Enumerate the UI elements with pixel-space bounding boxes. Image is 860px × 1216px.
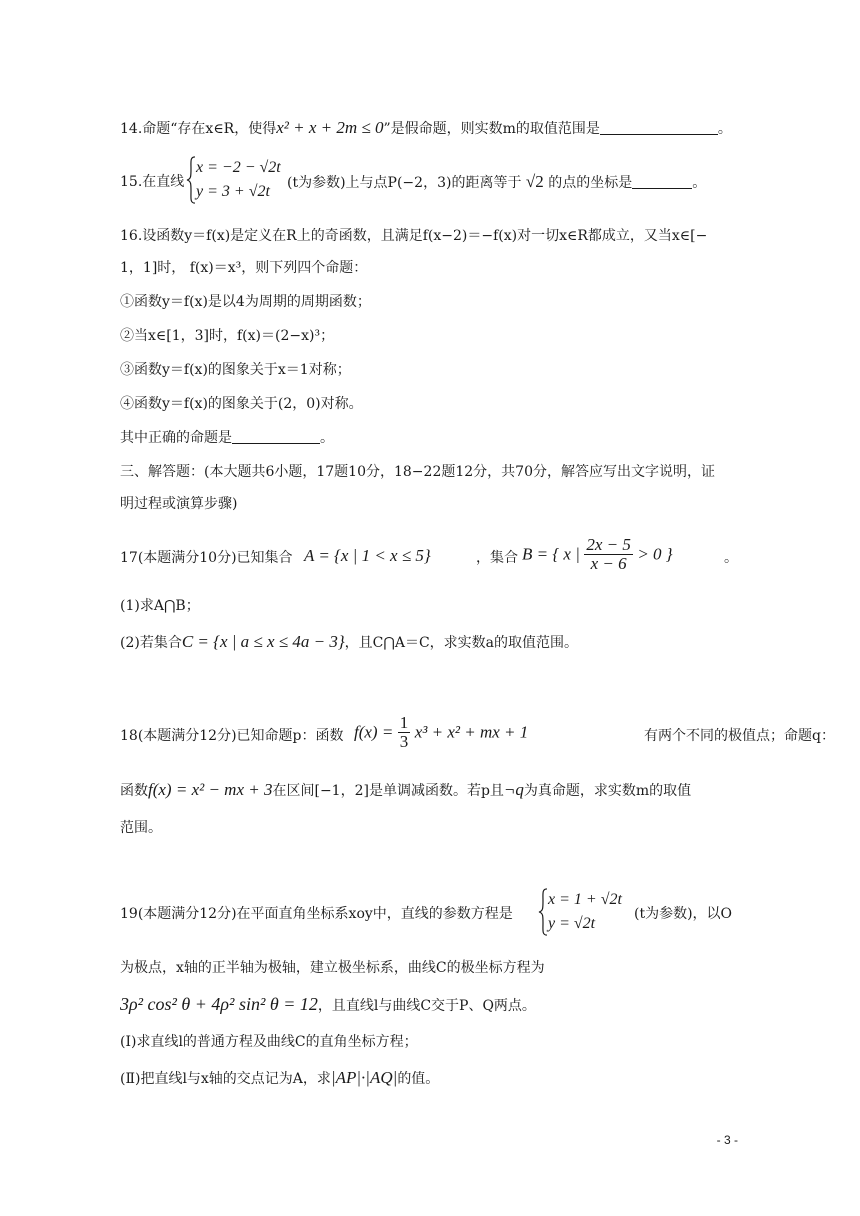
q16-answer: 其中正确的命题是 。 [120,430,334,446]
q15-rest: (t为参数)上与点P(−2，3)的距离等于 √2 的点的坐标是 。 [287,172,707,191]
q17-set-b: B = { x | $\frac{2x - 5}{x - 6}$ > 0 } [522,535,673,573]
question-14: 14.命题“存在x∈R，使得x² + x + 2m ≤ 0”是假命题，则实数m的取值范围是 。 [120,118,732,137]
q16-item-3: ③函数y＝f(x)的图象关于x＝1对称； [120,362,351,378]
brace-icon [186,156,196,204]
q15-prefix: 15.在直线 [120,174,185,190]
q19-equation-system [538,888,622,936]
page-number: - 3 - [716,1133,738,1147]
q16-item-1: ①函数y＝f(x)是以4为周期的周期函数； [120,294,371,310]
q19-polar-equation: 3ρ² cos² θ + 4ρ² sin² θ = 12 [120,994,318,1014]
q18-line-2: 函数f(x) = x² − mx + 3在区间[−1，2]是单调减函数。若p且¬q为真命题，求实数m的取值 [120,780,692,799]
q15-answer-blank[interactable] [632,174,692,189]
q19-line-3: 3ρ² cos² θ + 4ρ² sin² θ = 12，且直线l与曲线C交于P、Q两点。 [120,994,536,1014]
q14-formula: x² + x + 2m ≤ 0 [276,118,384,137]
q18-not-q: ¬q [503,780,524,799]
question-16-line-1: 16.设函数y＝f(x)是定义在R上的奇函数，且满足f(x−2)＝−f(x)对一切x∈R都成立，又当x∈[− [120,228,708,244]
q15-equation-system [186,156,281,204]
q17-part-2: (2)若集合C = {x | a ≤ x ≤ 4a − 3}，且C⋂A＝C，求实数a的取值范围。 [120,632,579,651]
brace-icon [538,888,548,936]
q19-eq-x: x = 1 + √2t [548,891,622,908]
q17-fraction: $\frac{2x - 5}{x - 6}$ [586,535,631,573]
question-16-line-2: 1，1]时， f(x)＝x³，则下列四个命题： [120,260,368,276]
q16-item-2: ②当x∈[1，3]时，f(x)＝(2−x)³； [120,328,335,344]
q15-sqrt2: √2 [525,172,544,191]
q19-product: |AP|·|AQ| [330,1068,398,1087]
q19-line-2: 为极点，x轴的正半轴为极轴，建立极坐标系，曲线C的极坐标方程为 [120,960,545,976]
q19-part-2: (Ⅱ)把直线l与x轴的交点记为A，求|AP|·|AQ|的值。 [120,1068,440,1087]
q15-eq-x: x = −2 − √2t [196,159,281,176]
q17-set-a: A = {x | 1 < x ≤ 5} [304,546,431,565]
q16-item-4: ④函数y＝f(x)的图象关于(2，0)对称。 [120,396,363,412]
q16-answer-blank[interactable] [232,429,320,444]
q17-set-c: C = {x | a ≤ x ≤ 4a − 3} [181,632,345,651]
section-3-heading: 三、解答题：(本大题共6小题，17题10分，18−22题12分，共70分，解答应写出文字说明，证 [120,464,715,480]
q18-line-3: 范围。 [120,820,162,836]
q17-part-1: (1)求A⋂B； [120,598,200,614]
q14-prefix: 14.命题“存在x∈R，使得 [120,121,277,137]
q19-part-1: (Ⅰ)求直线l的普通方程及曲线C的直角坐标方程； [120,1034,418,1050]
q18-function-f1: f(x) = $\frac{1}{3}$ x³ + x² + mx + 1 [354,713,529,751]
q18-function-f2: f(x) = x² − mx + 3 [148,780,273,799]
section-3-heading-cont: 明过程或演算步骤) [120,496,238,512]
q15-eq-y: y = 3 + √2t [196,183,270,200]
exam-page: 14.命题“存在x∈R，使得x² + x + 2m ≤ 0”是假命题，则实数m的取值范围是 。 15.在直线 x = −2 − √2t y = 3 + √2t (t为参数)上与点P(−2，3)的距离等于 √2 的点的坐标是 。 16.设函数y＝f(x)是定义在R上的奇函数，且满足f(x−2)＝−f(x)对一切x∈R都成立，又当x∈[− 1，1]时， f(x)＝x³，则下列四个命题： ①函数y＝f(x)是以4为周期的周期函数； ②当x∈[1，3]时，f(x)＝(2−x)³； ③函数y＝f(x)的图象关于x＝1对称； ④函数y＝f(x)的图象关于(2，0)对称。 其中正确的命题是 。 三、解答题：(本大题共6小题，17题10分，18−22题12分，共70分，解答应写出文字说明，证 明过程或演算步骤) 17(本题满分10分)已知集合 A = {x | 1 < x ≤ 5} ，集合 B = { x | $\frac{2x - 5}{x - 6}$ > 0 } 。 (1)求A⋂B； (2)若集合C = {x | a ≤ x ≤ 4a − 3}，且C⋂A＝C，求实数a的取值范围。 18(本题满分12分)已知命题p：函数 f(x) = $\frac{1}{3}$ x³ + x² + mx + 1 有两个不同的极值点；命题q： 函数f(x) = x² − mx + 3在区间[−1，2]是单调减函数。若p且¬q为真命题，求实数m的取值 范围。 19(本题满分12分)在平面直角坐标系xoy中，直线的参数方程是 x = 1 + √2t y = √2t (t为参数)，以O 为极点，x轴的正半轴为极轴，建立极坐标系，曲线C的极坐标方程为 3ρ² cos² θ + 4ρ² sin² θ = 12，且直线l与曲线C交于P、Q两点。 (Ⅰ)求直线l的普通方程及曲线C的直角坐标方程； (Ⅱ)把直线l与x轴的交点记为A，求|AP|·|AQ|的值。 - 3 - [120,118,835,1147]
q14-answer-blank[interactable] [600,120,718,135]
q19-eq-y: y = √2t [548,915,596,932]
q14-suffix: ”是假命题，则实数m的取值范围是 [383,121,600,137]
